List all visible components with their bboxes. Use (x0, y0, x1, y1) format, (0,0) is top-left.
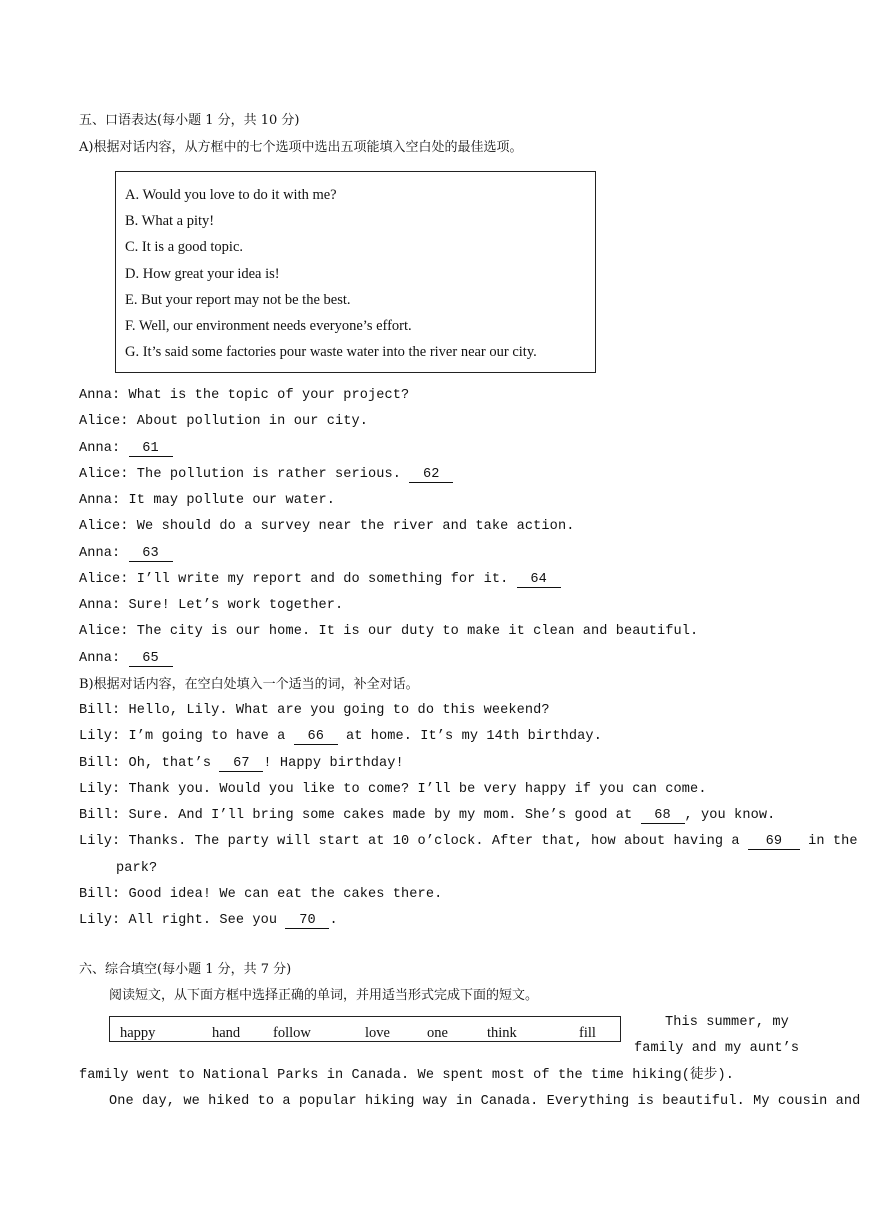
dialogue-line: Anna: It may pollute our water. (79, 493, 335, 508)
dialogue-text: ! Happy birthday! (263, 756, 404, 771)
part-a-instruction: A)根据对话内容，从方框中的七个选项中选出五项能填入空白处的最佳选项。 (79, 140, 523, 155)
options-box (115, 171, 596, 373)
dialogue-line: Anna: Sure! Let’s work together. (79, 598, 344, 613)
dialogue-line: Lily: Thank you. Would you like to come? I’ll be very happy if you can come. (79, 782, 707, 797)
passage-text: This summer, my (665, 1015, 789, 1030)
word-bank-item: happy (120, 1025, 156, 1041)
dialogue-line: Alice: We should do a survey near the river and take action. (79, 519, 575, 534)
speaker-text: Anna: (79, 651, 129, 666)
dialogue-line (79, 467, 453, 483)
speaker-text: Anna: (79, 546, 129, 561)
dialogue-line: Alice: The city is our home. It is our duty to make it clean and beautiful. (79, 624, 699, 639)
dialogue-line (79, 441, 173, 457)
dialogue-line (79, 756, 404, 772)
word-bank-item: follow (273, 1025, 311, 1041)
answer-blank[interactable]: 61 (129, 442, 173, 457)
dialogue-line (79, 651, 173, 667)
answer-blank[interactable]: 64 (517, 573, 561, 588)
dialogue-line: Anna: What is the topic of your project? (79, 388, 410, 403)
section-title: 六、综合填空(每小题 1 分，共 7 分) (79, 962, 292, 977)
part-b-instruction: B)根据对话内容，在空白处填入一个适当的词，补全对话。 (79, 677, 419, 692)
speaker-text: Anna: (79, 441, 129, 456)
answer-blank[interactable]: 69 (748, 835, 800, 850)
option-g: G. It’s said some factories pour waste water into the river near our city. (125, 344, 537, 360)
passage-text: One day, we hiked to a popular hiking way in Canada. Everything is beautiful. My cousin and (109, 1094, 861, 1109)
answer-blank[interactable]: 65 (129, 652, 173, 667)
option-f: F. Well, our environment needs everyone’s effort. (125, 318, 412, 334)
word-bank-item: one (427, 1025, 448, 1041)
passage-text: family and my aunt’s (634, 1041, 800, 1056)
answer-blank[interactable]: 68 (641, 809, 685, 824)
answer-blank[interactable]: 67 (219, 757, 263, 772)
dialogue-line (79, 546, 173, 562)
dialogue-line: Alice: About pollution in our city. (79, 414, 369, 429)
dialogue-line (79, 834, 858, 850)
speaker-text: Lily: Thanks. The party will start at 10 o’clock. After that, how about having a (79, 834, 748, 849)
option-c: C. It is a good topic. (125, 239, 244, 255)
word-bank-item: hand (212, 1025, 241, 1041)
dialogue-line: Bill: Good idea! We can eat the cakes there. (79, 887, 443, 902)
speaker-text: Bill: Oh, that’s (79, 756, 220, 771)
option-e: E. But your report may not be the best. (125, 292, 351, 308)
dialogue-line (79, 572, 561, 588)
speaker-text: Lily: All right. See you (79, 913, 286, 928)
speaker-text: Alice: The pollution is rather serious. (79, 467, 410, 482)
option-d: D. How great your idea is! (125, 266, 280, 282)
passage-text: family went to National Parks in Canada. We spent most of the time hiking(徒步). (79, 1068, 734, 1083)
dialogue-line: Bill: Hello, Lily. What are you going to do this weekend? (79, 703, 550, 718)
answer-blank[interactable]: 63 (129, 547, 173, 562)
section-instruction: 阅读短文，从下面方框中选择正确的单词，并用适当形式完成下面的短文。 (109, 988, 539, 1003)
word-bank-box (109, 1016, 621, 1042)
section-title: 五、口语表达(每小题 1 分，共 10 分) (79, 113, 300, 128)
dialogue-text: in the (799, 834, 858, 849)
dialogue-line-continued: park? (116, 861, 158, 876)
dialogue-line (79, 808, 775, 824)
word-bank-item: fill (579, 1025, 596, 1041)
answer-blank[interactable]: 66 (294, 730, 338, 745)
speaker-text: Bill: Sure. And I’ll bring some cakes made by my mom. She’s good at (79, 808, 641, 823)
dialogue-text: at home. It’s my 14th birthday. (337, 729, 602, 744)
speaker-text: Alice: I’ll write my report and do something for it. (79, 572, 517, 587)
speaker-text: Lily: I’m going to have a (79, 729, 294, 744)
option-b: B. What a pity! (125, 213, 215, 229)
answer-blank[interactable]: 62 (409, 468, 453, 483)
dialogue-text: . (329, 913, 338, 928)
answer-blank[interactable]: 70 (285, 914, 329, 929)
word-bank-item: love (365, 1025, 390, 1041)
word-bank-item: think (487, 1025, 517, 1041)
dialogue-line (79, 913, 338, 929)
dialogue-text: , you know. (684, 808, 776, 823)
dialogue-line (79, 729, 602, 745)
option-a: A. Would you love to do it with me? (125, 187, 337, 203)
